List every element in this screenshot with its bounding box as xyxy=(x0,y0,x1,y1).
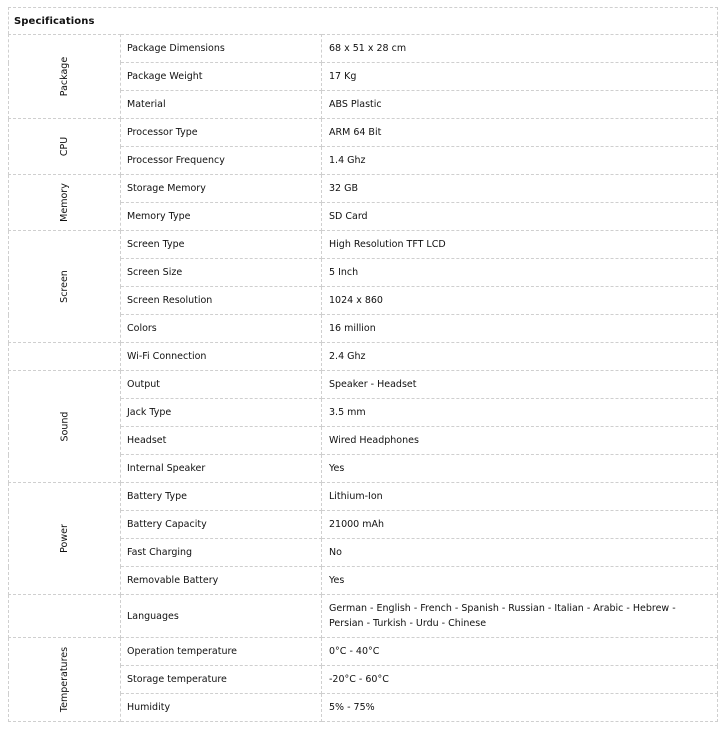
table-row xyxy=(9,119,718,147)
spec-label: Headset xyxy=(121,427,322,455)
spec-value: 32 GB xyxy=(322,175,718,203)
spec-label: Fast Charging xyxy=(121,539,322,567)
spec-label: Languages xyxy=(121,595,322,638)
spec-value: High Resolution TFT LCD xyxy=(322,231,718,259)
spec-label: Wi-Fi Connection xyxy=(121,343,322,371)
spec-label: Memory Type xyxy=(121,203,322,231)
spec-label: Storage temperature xyxy=(121,666,322,694)
spec-label: Battery Capacity xyxy=(121,511,322,539)
group-label-package: Package xyxy=(58,56,70,97)
spec-label: Colors xyxy=(121,315,322,343)
spec-value: Yes xyxy=(322,567,718,595)
spec-value: No xyxy=(322,539,718,567)
table-row xyxy=(9,35,718,63)
spec-value: ABS Plastic xyxy=(322,91,718,119)
spec-value: 21000 mAh xyxy=(322,511,718,539)
table-row xyxy=(9,595,718,638)
spec-label: Internal Speaker xyxy=(121,455,322,483)
spec-value: Wired Headphones xyxy=(322,427,718,455)
spec-label: Storage Memory xyxy=(121,175,322,203)
spec-value: 1024 x 860 xyxy=(322,287,718,315)
spec-value: 17 Kg xyxy=(322,63,718,91)
spec-label: Processor Frequency xyxy=(121,147,322,175)
spec-label: Battery Type xyxy=(121,483,322,511)
group-cell-sound xyxy=(9,371,121,483)
group-cell-package xyxy=(9,35,121,119)
spec-value: German - English - French - Spanish - Russian - Italian - Arabic - Hebrew - Persian - Turkish - Urdu - Chinese xyxy=(322,595,718,638)
spec-label: Screen Resolution xyxy=(121,287,322,315)
spec-value: Yes xyxy=(322,455,718,483)
group-cell-cpu xyxy=(9,119,121,175)
spec-value: 2.4 Ghz xyxy=(322,343,718,371)
spec-label: Jack Type xyxy=(121,399,322,427)
spec-value: 5 Inch xyxy=(322,259,718,287)
group-cell-screen xyxy=(9,231,121,343)
specifications-section xyxy=(8,7,718,722)
table-row xyxy=(9,638,718,666)
table-row xyxy=(9,483,718,511)
specifications-header xyxy=(8,7,718,34)
spec-value: 16 million xyxy=(322,315,718,343)
spec-value: 3.5 mm xyxy=(322,399,718,427)
spec-value: 5% - 75% xyxy=(322,694,718,722)
group-cell-memory xyxy=(9,175,121,231)
spec-label: Removable Battery xyxy=(121,567,322,595)
group-label-cpu: CPU xyxy=(58,136,70,157)
group-cell-empty xyxy=(9,343,121,371)
spec-label: Material xyxy=(121,91,322,119)
spec-label: Humidity xyxy=(121,694,322,722)
spec-label: Screen Size xyxy=(121,259,322,287)
specifications-table xyxy=(8,34,718,722)
group-label-power: Power xyxy=(58,524,70,553)
spec-value: -20°C - 60°C xyxy=(322,666,718,694)
group-label-memory: Memory xyxy=(58,183,70,222)
spec-label: Screen Type xyxy=(121,231,322,259)
specifications-title: Specifications xyxy=(14,15,95,27)
table-row xyxy=(9,175,718,203)
spec-value: 0°C - 40°C xyxy=(322,638,718,666)
spec-value: ARM 64 Bit xyxy=(322,119,718,147)
table-row xyxy=(9,343,718,371)
spec-value: Lithium-Ion xyxy=(322,483,718,511)
group-cell-power xyxy=(9,483,121,595)
group-cell-temperatures xyxy=(9,638,121,722)
spec-label: Processor Type xyxy=(121,119,322,147)
spec-label: Package Dimensions xyxy=(121,35,322,63)
spec-value: SD Card xyxy=(322,203,718,231)
spec-value: 1.4 Ghz xyxy=(322,147,718,175)
spec-label: Output xyxy=(121,371,322,399)
group-label-temperatures: Temperatures xyxy=(58,646,70,713)
table-row xyxy=(9,371,718,399)
spec-value: 68 x 51 x 28 cm xyxy=(322,35,718,63)
table-row xyxy=(9,231,718,259)
group-label-screen: Screen xyxy=(58,270,70,303)
spec-label: Package Weight xyxy=(121,63,322,91)
group-label-sound: Sound xyxy=(58,411,70,442)
spec-label: Operation temperature xyxy=(121,638,322,666)
spec-value: Speaker - Headset xyxy=(322,371,718,399)
group-cell-empty xyxy=(9,595,121,638)
